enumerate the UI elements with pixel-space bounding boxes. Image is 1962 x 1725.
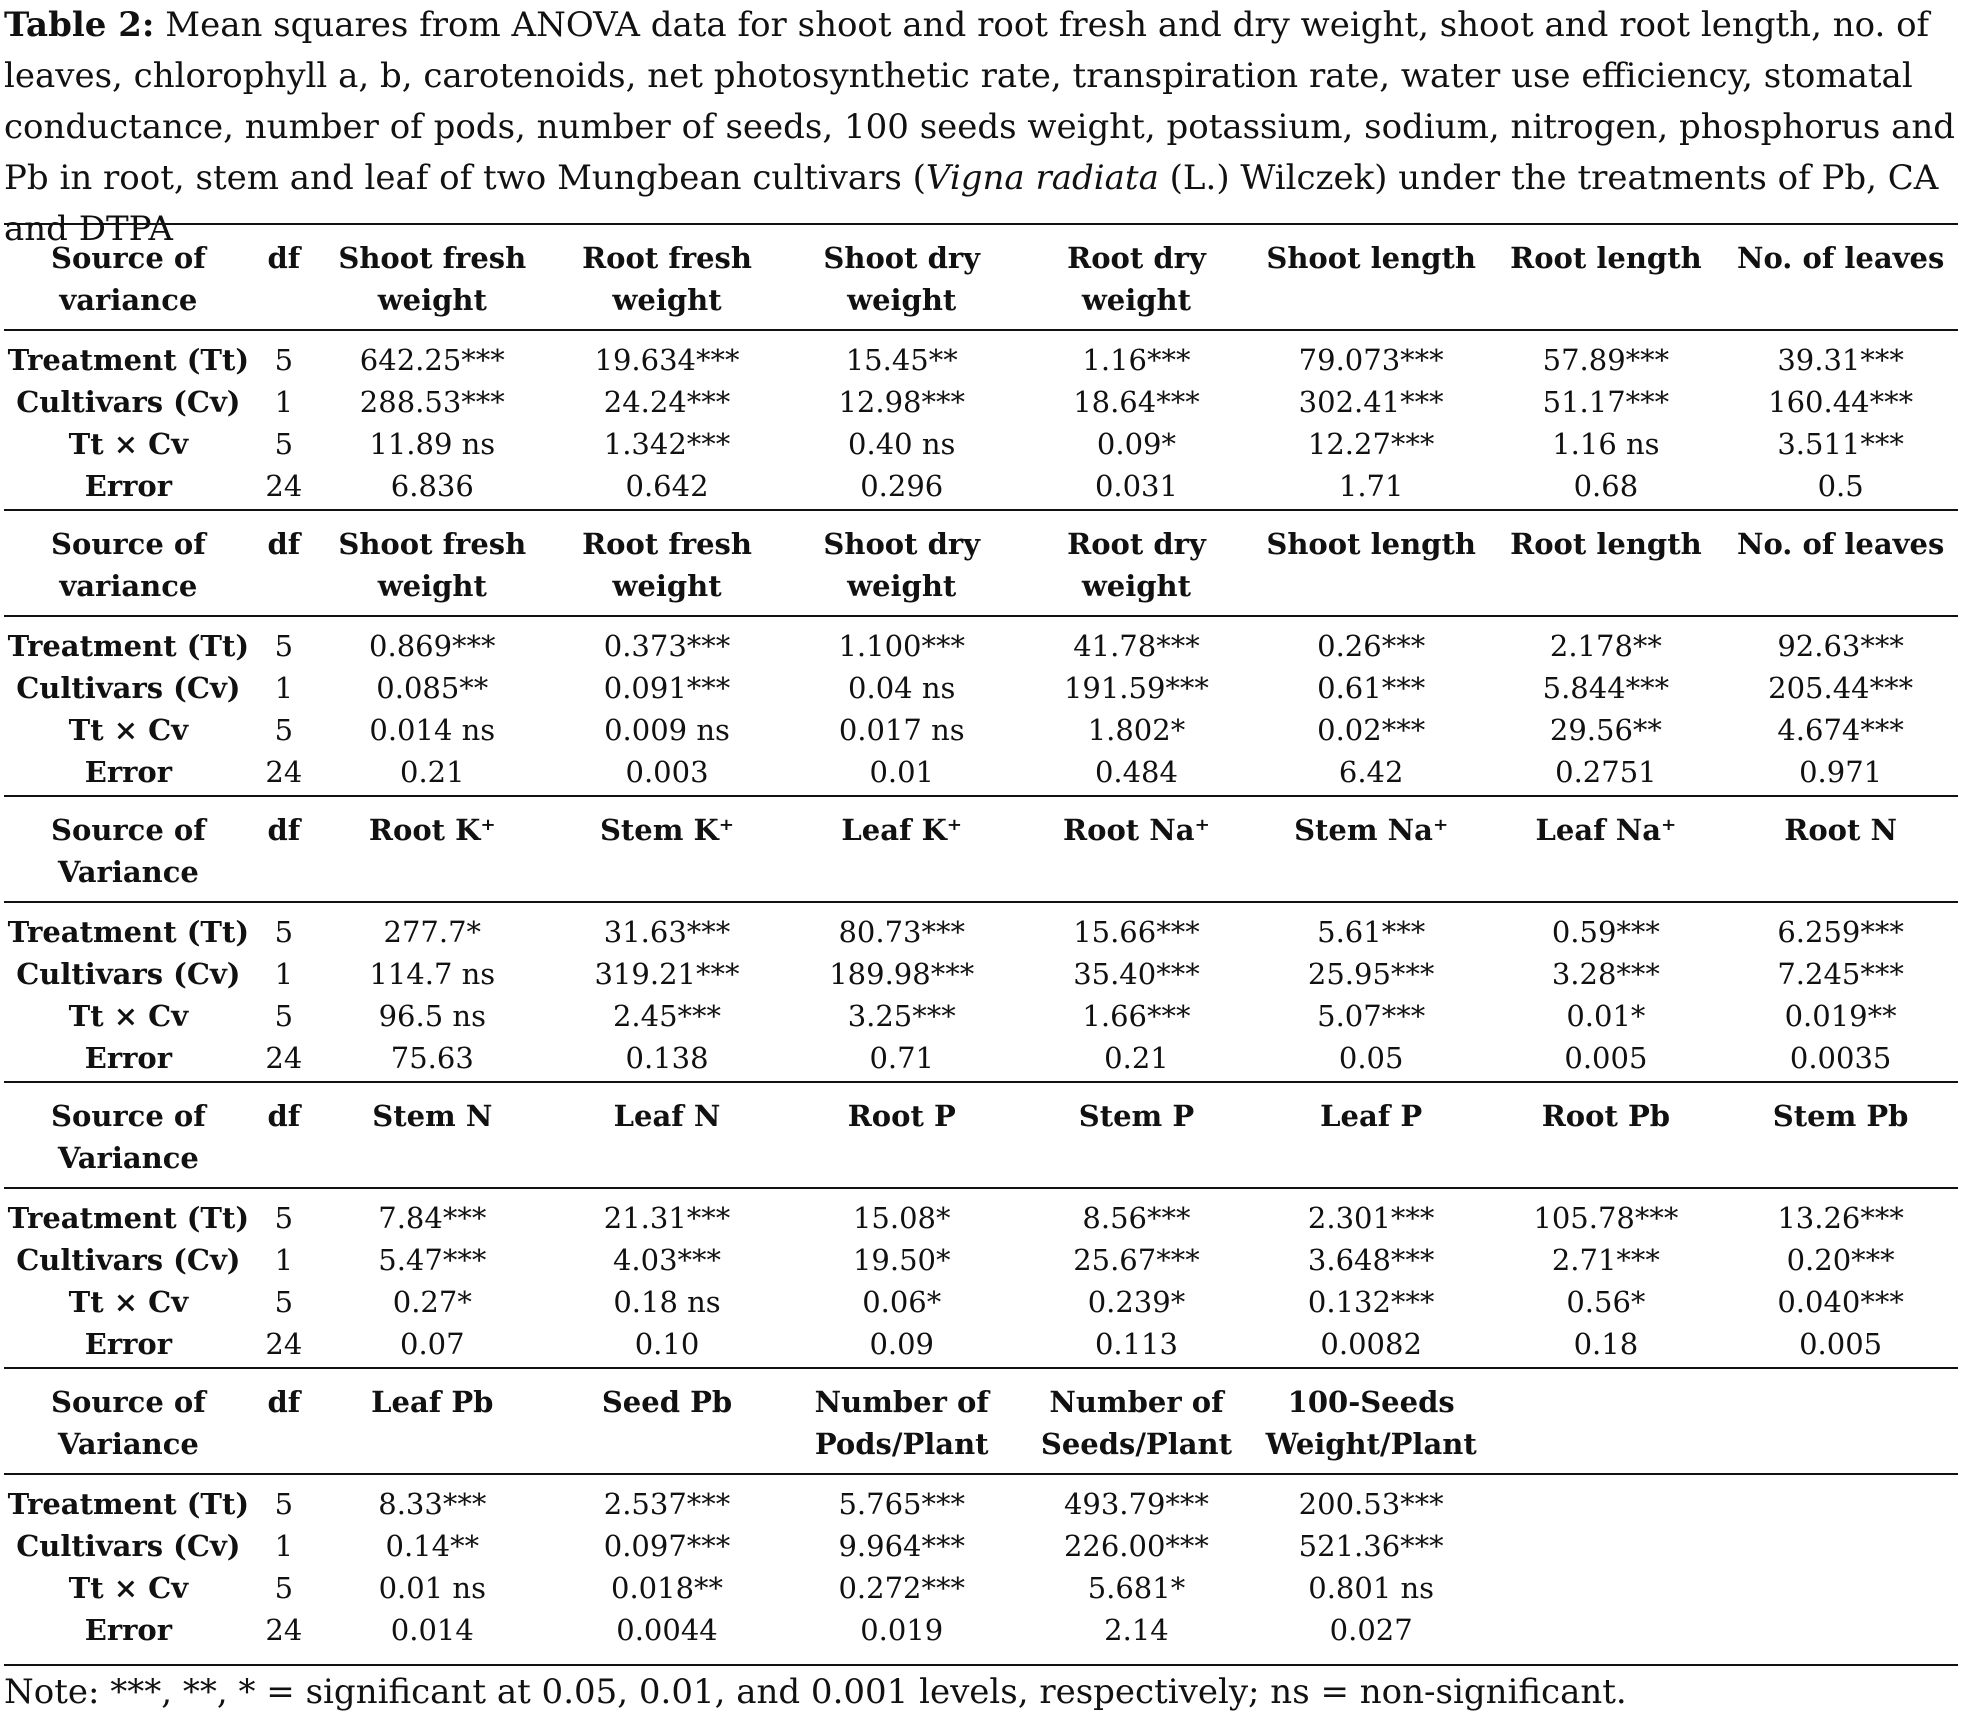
- column-header: Leaf Pb: [315, 1368, 550, 1474]
- table-row: [4, 709, 1958, 751]
- column-header: Number of Pods/Plant: [784, 1368, 1019, 1474]
- table-row: [4, 1323, 1958, 1368]
- column-header: Root dry weight: [1019, 510, 1254, 616]
- value-cell: 5.61***: [1317, 915, 1426, 949]
- header-row: [4, 224, 1958, 330]
- value-cell: 25.95***: [1307, 957, 1435, 991]
- value-cell: 75.63: [390, 1041, 474, 1075]
- table-row: [4, 616, 1958, 667]
- source-cell: Treatment (Tt): [7, 915, 250, 949]
- value-cell: 0.097***: [603, 1529, 731, 1563]
- column-header: Shoot dry weight: [784, 224, 1019, 330]
- df-header: df: [253, 1368, 315, 1474]
- df-cell: 24: [265, 755, 303, 789]
- column-header: No. of leaves: [1723, 224, 1958, 330]
- source-header: Source of Variance: [4, 1082, 253, 1188]
- column-header: Root dry weight: [1019, 224, 1254, 330]
- header-row: [4, 1082, 1958, 1188]
- table-caption: [4, 0, 1959, 255]
- value-cell: 2.45***: [612, 999, 722, 1033]
- value-cell: 11.89 ns: [369, 427, 496, 461]
- df-cell: 1: [274, 385, 294, 419]
- column-header: 100-Seeds Weight/Plant: [1254, 1368, 1489, 1474]
- value-cell: 0.59***: [1551, 915, 1660, 949]
- value-cell: 1.802*: [1087, 713, 1186, 747]
- value-cell: [1723, 1609, 1958, 1653]
- value-cell: 226.00***: [1063, 1529, 1209, 1563]
- value-cell: 0.2751: [1555, 755, 1657, 789]
- value-cell: 302.41***: [1298, 385, 1444, 419]
- value-cell: 4.674***: [1777, 713, 1904, 747]
- value-cell: 6.836: [390, 469, 474, 503]
- value-cell: [1489, 1609, 1724, 1653]
- table-row: [4, 1567, 1958, 1609]
- table-row: [4, 953, 1958, 995]
- value-cell: 15.08*: [852, 1201, 951, 1235]
- source-cell: Cultivars (Cv): [16, 1243, 241, 1277]
- column-header: Root length: [1489, 224, 1724, 330]
- anova-table: [4, 223, 1958, 1653]
- value-cell: 0.18 ns: [613, 1285, 721, 1319]
- value-cell: 39.31***: [1777, 343, 1904, 377]
- table-row: [4, 667, 1958, 709]
- value-cell: 5.765***: [838, 1487, 965, 1521]
- value-cell: 21.31***: [603, 1201, 731, 1235]
- table-row: [4, 995, 1958, 1037]
- source-cell: Error: [84, 1041, 173, 1075]
- value-cell: 0.0082: [1320, 1327, 1422, 1361]
- value-cell: 205.44***: [1768, 671, 1914, 705]
- source-cell: Tt × Cv: [68, 713, 189, 747]
- table-row: [4, 1474, 1958, 1525]
- source-header: Source of variance: [4, 224, 253, 330]
- header-row: [4, 796, 1958, 902]
- column-header: Root K⁺: [315, 796, 550, 902]
- table-row: [4, 902, 1958, 953]
- value-cell: 0.869***: [369, 629, 496, 663]
- column-header: Shoot dry weight: [784, 510, 1019, 616]
- column-header: Shoot length: [1254, 510, 1489, 616]
- value-cell: 0.014 ns: [369, 713, 496, 747]
- value-cell: 521.36***: [1298, 1529, 1444, 1563]
- header-row: [4, 510, 1958, 616]
- value-cell: 0.21: [400, 755, 465, 789]
- value-cell: 160.44***: [1768, 385, 1914, 419]
- value-cell: [1489, 1525, 1724, 1567]
- value-cell: 2.14: [1104, 1613, 1169, 1647]
- value-cell: 0.971: [1799, 755, 1883, 789]
- table-row: [4, 330, 1958, 381]
- value-cell: 1.342***: [603, 427, 731, 461]
- column-header: Root fresh weight: [550, 224, 785, 330]
- table-bottom-rule: [4, 1664, 1958, 1666]
- df-cell: 24: [265, 1327, 303, 1361]
- column-header: Leaf K⁺: [784, 796, 1019, 902]
- df-cell: 5: [274, 1285, 294, 1319]
- df-cell: 5: [274, 427, 294, 461]
- value-cell: 288.53***: [359, 385, 505, 419]
- value-cell: 7.84***: [378, 1201, 487, 1235]
- table-row: [4, 381, 1958, 423]
- value-cell: 25.67***: [1073, 1243, 1200, 1277]
- value-cell: 2.71***: [1551, 1243, 1660, 1277]
- value-cell: 0.005: [1799, 1327, 1883, 1361]
- value-cell: 8.33***: [378, 1487, 487, 1521]
- column-header: Root Pb: [1489, 1082, 1724, 1188]
- df-cell: 5: [274, 999, 294, 1033]
- value-cell: 0.801 ns: [1308, 1571, 1435, 1605]
- value-cell: 0.40 ns: [848, 427, 956, 461]
- value-cell: 5.47***: [378, 1243, 487, 1277]
- value-cell: 0.373***: [603, 629, 731, 663]
- source-cell: Treatment (Tt): [7, 343, 250, 377]
- source-cell: Cultivars (Cv): [16, 957, 241, 991]
- df-cell: 24: [265, 1041, 303, 1075]
- source-cell: Error: [84, 1613, 173, 1647]
- df-cell: 1: [274, 1529, 294, 1563]
- value-cell: 92.63***: [1777, 629, 1904, 663]
- value-cell: 57.89***: [1542, 343, 1670, 377]
- value-cell: 0.68: [1573, 469, 1639, 503]
- value-cell: [1723, 1474, 1958, 1525]
- source-cell: Error: [84, 755, 173, 789]
- value-cell: 0.091***: [603, 671, 731, 705]
- value-cell: 0.61***: [1317, 671, 1426, 705]
- value-cell: 3.511***: [1777, 427, 1904, 461]
- value-cell: 319.21***: [594, 957, 740, 991]
- df-cell: 5: [274, 343, 294, 377]
- source-cell: Treatment (Tt): [7, 629, 250, 663]
- header-row: [4, 1368, 1958, 1474]
- value-cell: 7.245***: [1777, 957, 1904, 991]
- column-header: Root P: [784, 1082, 1019, 1188]
- value-cell: 35.40***: [1073, 957, 1200, 991]
- value-cell: 1.71: [1338, 469, 1404, 503]
- df-header: df: [253, 796, 315, 902]
- value-cell: 0.272***: [838, 1571, 965, 1605]
- table-note: Note: ***, **, * = significant at 0.05, 0.01, and 0.001 levels, respectively; ns = non-significant.: [4, 1672, 1627, 1712]
- value-cell: 15.45**: [845, 343, 958, 377]
- source-cell: Cultivars (Cv): [16, 385, 241, 419]
- value-cell: 0.26***: [1317, 629, 1426, 663]
- column-header: Shoot fresh weight: [315, 224, 550, 330]
- value-cell: 0.09*: [1096, 427, 1176, 461]
- value-cell: 13.26***: [1777, 1201, 1904, 1235]
- value-cell: 0.085**: [376, 671, 489, 705]
- source-cell: Cultivars (Cv): [16, 671, 241, 705]
- value-cell: 0.009 ns: [604, 713, 730, 747]
- source-cell: Tt × Cv: [68, 999, 189, 1033]
- value-cell: 12.27***: [1307, 427, 1435, 461]
- value-cell: 80.73***: [838, 915, 965, 949]
- value-cell: 0.019**: [1784, 999, 1897, 1033]
- value-cell: 1.16 ns: [1552, 427, 1660, 461]
- value-cell: 4.03***: [612, 1243, 722, 1277]
- table-row: [4, 465, 1958, 510]
- df-cell: 5: [274, 713, 294, 747]
- df-cell: 5: [274, 1571, 294, 1605]
- value-cell: 96.5 ns: [378, 999, 486, 1033]
- source-cell: Treatment (Tt): [7, 1201, 250, 1235]
- df-header: df: [253, 510, 315, 616]
- table-row: [4, 1037, 1958, 1082]
- value-cell: 18.64***: [1073, 385, 1200, 419]
- value-cell: 642.25***: [359, 343, 505, 377]
- source-cell: Error: [84, 469, 173, 503]
- value-cell: 0.296: [860, 469, 944, 503]
- value-cell: 5.07***: [1317, 999, 1426, 1033]
- value-cell: 3.25***: [847, 999, 956, 1033]
- value-cell: 0.019: [860, 1613, 944, 1647]
- column-header: No. of leaves: [1723, 510, 1958, 616]
- df-header: df: [253, 224, 315, 330]
- value-cell: 0.06*: [862, 1285, 942, 1319]
- df-header: df: [253, 1082, 315, 1188]
- value-cell: 0.14**: [385, 1529, 480, 1563]
- value-cell: 8.56***: [1082, 1201, 1191, 1235]
- value-cell: 0.01: [869, 755, 935, 789]
- value-cell: 0.71: [869, 1041, 935, 1075]
- source-cell: Cultivars (Cv): [16, 1529, 241, 1563]
- value-cell: 191.59***: [1063, 671, 1209, 705]
- source-cell: Treatment (Tt): [7, 1487, 250, 1521]
- value-cell: 0.014: [390, 1613, 474, 1647]
- df-cell: 1: [274, 671, 294, 705]
- value-cell: 0.040***: [1777, 1285, 1904, 1319]
- value-cell: 0.01*: [1566, 999, 1646, 1033]
- table-row: [4, 1239, 1958, 1281]
- column-header: [1723, 1368, 1958, 1474]
- value-cell: 0.113: [1094, 1327, 1178, 1361]
- value-cell: 1.100***: [838, 629, 965, 663]
- value-cell: 9.964***: [838, 1529, 965, 1563]
- column-header: Stem Pb: [1723, 1082, 1958, 1188]
- table-row: [4, 1188, 1958, 1239]
- value-cell: 6.42: [1338, 755, 1404, 789]
- value-cell: 0.132***: [1307, 1285, 1435, 1319]
- column-header: Leaf P: [1254, 1082, 1489, 1188]
- value-cell: [1723, 1567, 1958, 1609]
- source-cell: Tt × Cv: [68, 427, 189, 461]
- value-cell: 19.50*: [852, 1243, 951, 1277]
- value-cell: 79.073***: [1298, 343, 1444, 377]
- column-header: Leaf N: [550, 1082, 785, 1188]
- column-header: Shoot fresh weight: [315, 510, 550, 616]
- column-header: [1489, 1368, 1724, 1474]
- value-cell: 0.09: [869, 1327, 935, 1361]
- value-cell: 0.642: [625, 469, 709, 503]
- value-cell: [1723, 1525, 1958, 1567]
- source-cell: Error: [84, 1327, 173, 1361]
- df-cell: 24: [265, 469, 303, 503]
- table-row: [4, 751, 1958, 796]
- value-cell: 19.634***: [594, 343, 740, 377]
- value-cell: 5.681*: [1087, 1571, 1186, 1605]
- value-cell: 0.21: [1104, 1041, 1169, 1075]
- df-cell: 5: [274, 915, 294, 949]
- value-cell: 0.138: [625, 1041, 709, 1075]
- caption-text-end: (L.) Wilczek) under the treatments of Pb, CA and DTPA: [4, 158, 1939, 249]
- value-cell: 41.78***: [1073, 629, 1200, 663]
- value-cell: 0.07: [400, 1327, 465, 1361]
- source-cell: Tt × Cv: [68, 1571, 189, 1605]
- value-cell: 277.7*: [383, 915, 482, 949]
- value-cell: 0.56*: [1566, 1285, 1646, 1319]
- value-cell: 0.005: [1564, 1041, 1648, 1075]
- value-cell: 1.66***: [1082, 999, 1191, 1033]
- source-header: Source of variance: [4, 510, 253, 616]
- column-header: Root N: [1723, 796, 1958, 902]
- column-header: Seed Pb: [550, 1368, 785, 1474]
- value-cell: 15.66***: [1073, 915, 1200, 949]
- column-header: Shoot length: [1254, 224, 1489, 330]
- value-cell: 200.53***: [1298, 1487, 1444, 1521]
- source-header: Source of Variance: [4, 796, 253, 902]
- value-cell: 105.78***: [1533, 1201, 1679, 1235]
- value-cell: 0.02***: [1317, 713, 1426, 747]
- value-cell: 0.031: [1094, 469, 1178, 503]
- value-cell: 0.18: [1573, 1327, 1639, 1361]
- table-row: [4, 1281, 1958, 1323]
- value-cell: 0.018**: [611, 1571, 724, 1605]
- table-row: [4, 1609, 1958, 1653]
- table-row: [4, 1525, 1958, 1567]
- column-header: Number of Seeds/Plant: [1019, 1368, 1254, 1474]
- value-cell: 29.56**: [1549, 713, 1662, 747]
- table-label: Table 2:: [4, 5, 155, 45]
- value-cell: 0.003: [625, 755, 709, 789]
- caption-text: Mean squares from ANOVA data for shoot and root fresh and dry weight, shoot and root length, no. of leaves, chlorophyll a, b, carotenoids, net photosynthetic rate, transpiration rate, water use efficiency, stomatal conductance, number of pods, number of seeds, 100 seeds weight, potassium, sodium, nitrogen, phosphorus and Pb in root, stem and leaf of two Mungbean cultivars (: [4, 5, 1956, 198]
- value-cell: 0.20***: [1786, 1243, 1895, 1277]
- value-cell: 0.04 ns: [848, 671, 956, 705]
- value-cell: 0.027: [1329, 1613, 1413, 1647]
- column-header: Stem K⁺: [550, 796, 785, 902]
- column-header: Root length: [1489, 510, 1724, 616]
- value-cell: 0.239*: [1087, 1285, 1186, 1319]
- value-cell: 0.5: [1817, 469, 1864, 503]
- column-header: Leaf Na⁺: [1489, 796, 1724, 902]
- value-cell: 0.05: [1338, 1041, 1404, 1075]
- column-header: Stem Na⁺: [1254, 796, 1489, 902]
- source-header: Source of Variance: [4, 1368, 253, 1474]
- value-cell: 0.0035: [1789, 1041, 1892, 1075]
- column-header: Stem P: [1019, 1082, 1254, 1188]
- value-cell: 0.27*: [392, 1285, 472, 1319]
- species-name: Vigna radiata: [925, 158, 1159, 198]
- value-cell: 0.10: [634, 1327, 700, 1361]
- table-row: [4, 423, 1958, 465]
- value-cell: 0.017 ns: [838, 713, 965, 747]
- value-cell: 0.0044: [616, 1613, 718, 1647]
- df-cell: 1: [274, 1243, 294, 1277]
- value-cell: 189.98***: [829, 957, 975, 991]
- value-cell: 12.98***: [838, 385, 965, 419]
- column-header: Stem N: [315, 1082, 550, 1188]
- value-cell: 3.28***: [1551, 957, 1660, 991]
- value-cell: 5.844***: [1542, 671, 1670, 705]
- value-cell: 2.301***: [1307, 1201, 1435, 1235]
- value-cell: 0.484: [1094, 755, 1178, 789]
- value-cell: 493.79***: [1063, 1487, 1209, 1521]
- value-cell: 0.01 ns: [378, 1571, 486, 1605]
- df-cell: 24: [265, 1613, 303, 1647]
- column-header: Root Na⁺: [1019, 796, 1254, 902]
- value-cell: 114.7 ns: [369, 957, 496, 991]
- value-cell: 3.648***: [1307, 1243, 1435, 1277]
- value-cell: 31.63***: [603, 915, 731, 949]
- value-cell: 6.259***: [1777, 915, 1904, 949]
- source-cell: Tt × Cv: [68, 1285, 189, 1319]
- df-cell: 1: [274, 957, 294, 991]
- value-cell: [1489, 1567, 1724, 1609]
- value-cell: 51.17***: [1542, 385, 1670, 419]
- value-cell: 2.537***: [603, 1487, 731, 1521]
- df-cell: 5: [274, 1201, 294, 1235]
- value-cell: 1.16***: [1082, 343, 1191, 377]
- column-header: Root fresh weight: [550, 510, 785, 616]
- value-cell: 24.24***: [603, 385, 731, 419]
- value-cell: 2.178**: [1549, 629, 1662, 663]
- df-cell: 5: [274, 629, 294, 663]
- value-cell: [1489, 1474, 1724, 1525]
- df-cell: 5: [274, 1487, 294, 1521]
